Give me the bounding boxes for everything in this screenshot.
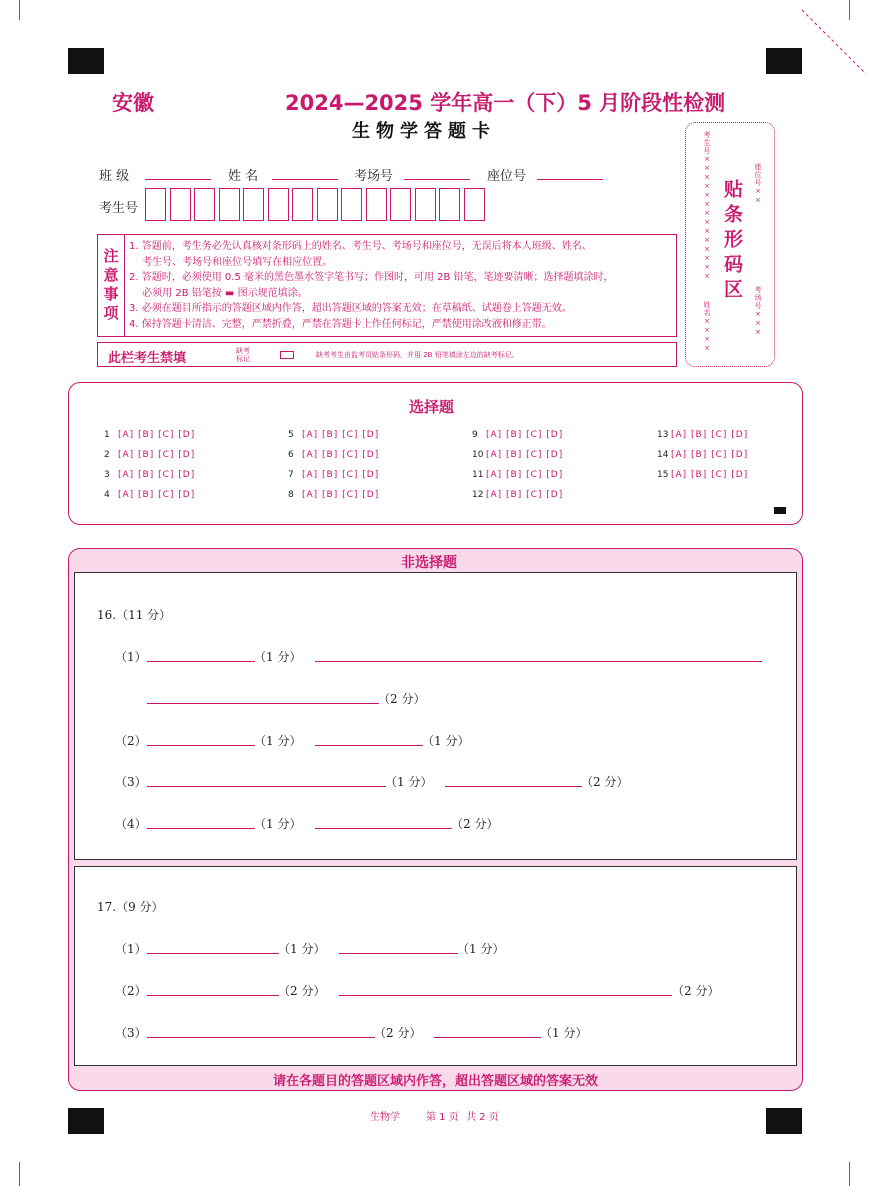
exam-title: 2024—2025 学年高一（下）5 月阶段性检测	[285, 91, 726, 115]
crop-mark-bottom-left	[0, 1162, 20, 1186]
q16-score: （1 分）	[254, 817, 302, 831]
q16-answer-area[interactable]	[74, 572, 797, 860]
id-digit-box[interactable]	[243, 188, 264, 221]
crop-mark-bottom-right	[849, 1162, 870, 1186]
id-digit-box[interactable]	[170, 188, 191, 221]
q17-blank[interactable]	[339, 995, 672, 996]
seat-label: 座位号	[487, 169, 527, 184]
q16-score: （2 分）	[378, 692, 426, 706]
id-digit-box[interactable]	[219, 188, 240, 221]
question-number: 15	[657, 470, 669, 480]
notice-item: 3. 必须在题目所指示的答题区域内作答，超出答题区域的答案无效；在草稿纸、试题卷上答题无效。	[129, 303, 572, 314]
answer-bubbles[interactable]: [A] [B] [C] [D]	[671, 470, 749, 480]
q16-part1: （1）	[115, 650, 147, 664]
class-field[interactable]	[145, 179, 211, 180]
q17-blank[interactable]	[434, 1037, 541, 1038]
id-digit-box[interactable]	[292, 188, 313, 221]
q17-blank[interactable]	[339, 953, 458, 954]
question-number: 12	[472, 490, 484, 500]
answer-bubbles[interactable]: [A] [B] [C] [D]	[486, 430, 564, 440]
q16-part2: （2）	[115, 734, 147, 748]
absent-label: 缺考标记	[236, 347, 250, 363]
seat-field[interactable]	[537, 179, 603, 180]
question-number: 10	[472, 450, 484, 460]
q17-score: （1 分）	[457, 942, 505, 956]
answer-bubbles[interactable]: [A] [B] [C] [D]	[486, 490, 564, 500]
q16-part3: （3）	[115, 775, 147, 789]
notice-item: 2. 答题时，必须使用 0.5 毫米的黑色墨水签字笔书写；作图时，可用 2B 铅笔，笔迹要清晰；选择题填涂时，	[129, 272, 614, 283]
footer-total: 共 2 页	[466, 1112, 499, 1123]
question-number: 5	[288, 430, 294, 440]
sticker-note-right-2: 考场号×××	[754, 286, 762, 337]
q16-score: （1 分）	[254, 650, 302, 664]
q16-part4: （4）	[115, 817, 147, 831]
notice-item: 4. 保持答题卡清洁、完整，严禁折叠，严禁在答题卡上作任何标记，严禁使用涂改液和修正带。	[129, 318, 552, 330]
fold-line	[800, 8, 870, 78]
question-number: 9	[472, 430, 478, 440]
question-number: 2	[104, 450, 110, 460]
answer-bubbles[interactable]: [A] [B] [C] [D]	[302, 450, 380, 460]
q17-score: （2 分）	[374, 1026, 422, 1040]
id-digit-box[interactable]	[390, 188, 411, 221]
q17-label: 17.（9 分）	[97, 900, 164, 914]
q16-score: （2 分）	[451, 817, 499, 831]
id-digit-box[interactable]	[145, 188, 166, 221]
q17-part1: （1）	[115, 942, 147, 956]
q17-answer-area[interactable]	[74, 866, 797, 1066]
notice-list	[129, 239, 672, 332]
answer-bubbles[interactable]: [A] [B] [C] [D]	[118, 430, 196, 440]
q16-blank[interactable]	[315, 745, 423, 746]
notice-box	[97, 234, 677, 337]
answer-bubbles[interactable]: [A] [B] [C] [D]	[302, 430, 380, 440]
q17-blank[interactable]	[147, 953, 279, 954]
q16-blank[interactable]	[147, 786, 386, 787]
timing-marker-bottom-right	[766, 1108, 802, 1134]
q17-blank[interactable]	[147, 1037, 375, 1038]
q16-score: （1 分）	[385, 775, 433, 789]
answer-bubbles[interactable]: [A] [B] [C] [D]	[118, 470, 196, 480]
q17-score: （1 分）	[278, 942, 326, 956]
name-field[interactable]	[272, 179, 338, 180]
q17-score: （1 分）	[540, 1026, 588, 1040]
id-label: 考生号	[99, 201, 139, 216]
choice-title: 选择题	[409, 398, 455, 416]
question-number: 13	[657, 430, 669, 440]
q17-part3: （3）	[115, 1026, 147, 1040]
footer-subject: 生物学	[370, 1112, 400, 1123]
sticker-note-right: 座位号××	[754, 163, 762, 205]
room-label: 考场号	[354, 169, 394, 184]
absent-checkbox[interactable]	[280, 351, 294, 359]
q16-blank[interactable]	[315, 661, 762, 662]
card-title: 生物学答题卡	[352, 121, 496, 142]
barcode-sticker-area	[685, 122, 775, 367]
answer-bubbles[interactable]: [A] [B] [C] [D]	[486, 450, 564, 460]
answer-bubbles[interactable]: [A] [B] [C] [D]	[671, 430, 749, 440]
sticker-title: 贴条形码区	[721, 179, 743, 304]
answer-area-warning: 请在各题目的答题区域内作答，超出答题区域的答案无效	[272, 1074, 598, 1089]
q17-score: （2 分）	[672, 984, 720, 998]
id-digit-box[interactable]	[464, 188, 485, 221]
proctor-label: 此栏考生禁填	[108, 351, 187, 366]
class-label: 班 级	[99, 169, 130, 184]
question-number: 3	[104, 470, 110, 480]
id-digit-box[interactable]	[194, 188, 215, 221]
question-number: 6	[288, 450, 294, 460]
question-number: 8	[288, 490, 294, 500]
notice-item: 考生号、考场号和座位号填写在相应位置。	[129, 256, 333, 268]
footer-page: 第 1 页	[426, 1112, 459, 1123]
answer-bubbles[interactable]: [A] [B] [C] [D]	[486, 470, 564, 480]
notice-heading: 注意事项	[98, 235, 125, 336]
id-digit-box[interactable]	[415, 188, 436, 221]
timing-marker-top-right	[766, 48, 802, 74]
notice-item: 1. 答题前，考生务必先认真核对条形码上的姓名、考生号、考场号和座位号，无误后将本人班级、姓名、	[129, 241, 592, 252]
timing-marker-top-left	[68, 48, 104, 74]
q16-blank[interactable]	[315, 828, 452, 829]
question-number: 1	[104, 430, 110, 440]
question-number: 11	[472, 470, 484, 480]
sticker-note-left: 考生号××××××××××××××	[703, 131, 711, 281]
region-label: 安徽	[112, 91, 154, 115]
answer-bubbles[interactable]: [A] [B] [C] [D]	[302, 470, 380, 480]
q16-blank[interactable]	[147, 745, 255, 746]
q17-part2: （2）	[115, 984, 147, 998]
name-label: 姓 名	[228, 169, 259, 184]
id-digit-box[interactable]	[439, 188, 460, 221]
q16-blank[interactable]	[147, 828, 255, 829]
id-digit-box[interactable]	[341, 188, 362, 221]
sticker-note-left-2: 姓名××××	[703, 301, 711, 353]
answer-bubbles[interactable]: [A] [B] [C] [D]	[118, 450, 196, 460]
question-number: 4	[104, 490, 110, 500]
q17-blank[interactable]	[147, 995, 279, 996]
q16-label: 16.（11 分）	[97, 608, 172, 622]
notice-item: 必须用 2B 铅笔按 ▬ 图示规范填涂。	[129, 287, 308, 299]
id-digit-box[interactable]	[268, 188, 289, 221]
absent-note: 缺考考生由监考员贴条形码，并用 2B 铅笔填涂左边的缺考标记。	[316, 351, 519, 359]
q17-score: （2 分）	[278, 984, 326, 998]
crop-mark-top-left	[0, 0, 20, 20]
id-digit-box[interactable]	[317, 188, 338, 221]
question-number: 14	[657, 450, 669, 460]
proctor-box	[97, 342, 677, 367]
room-field[interactable]	[404, 179, 470, 180]
id-digit-box[interactable]	[366, 188, 387, 221]
q16-score: （1 分）	[422, 734, 470, 748]
answer-bubbles[interactable]: [A] [B] [C] [D]	[671, 450, 749, 460]
q16-score: （1 分）	[254, 734, 302, 748]
answer-bubbles[interactable]: [A] [B] [C] [D]	[118, 490, 196, 500]
answer-bubbles[interactable]: [A] [B] [C] [D]	[302, 490, 380, 500]
timing-marker-bottom-left	[68, 1108, 104, 1134]
choice-marker	[774, 507, 786, 514]
q16-blank[interactable]	[147, 703, 379, 704]
q16-blank[interactable]	[147, 661, 255, 662]
question-number: 7	[288, 470, 294, 480]
q16-blank[interactable]	[445, 786, 582, 787]
q16-score: （2 分）	[581, 775, 629, 789]
nonchoice-title: 非选择题	[401, 555, 457, 571]
